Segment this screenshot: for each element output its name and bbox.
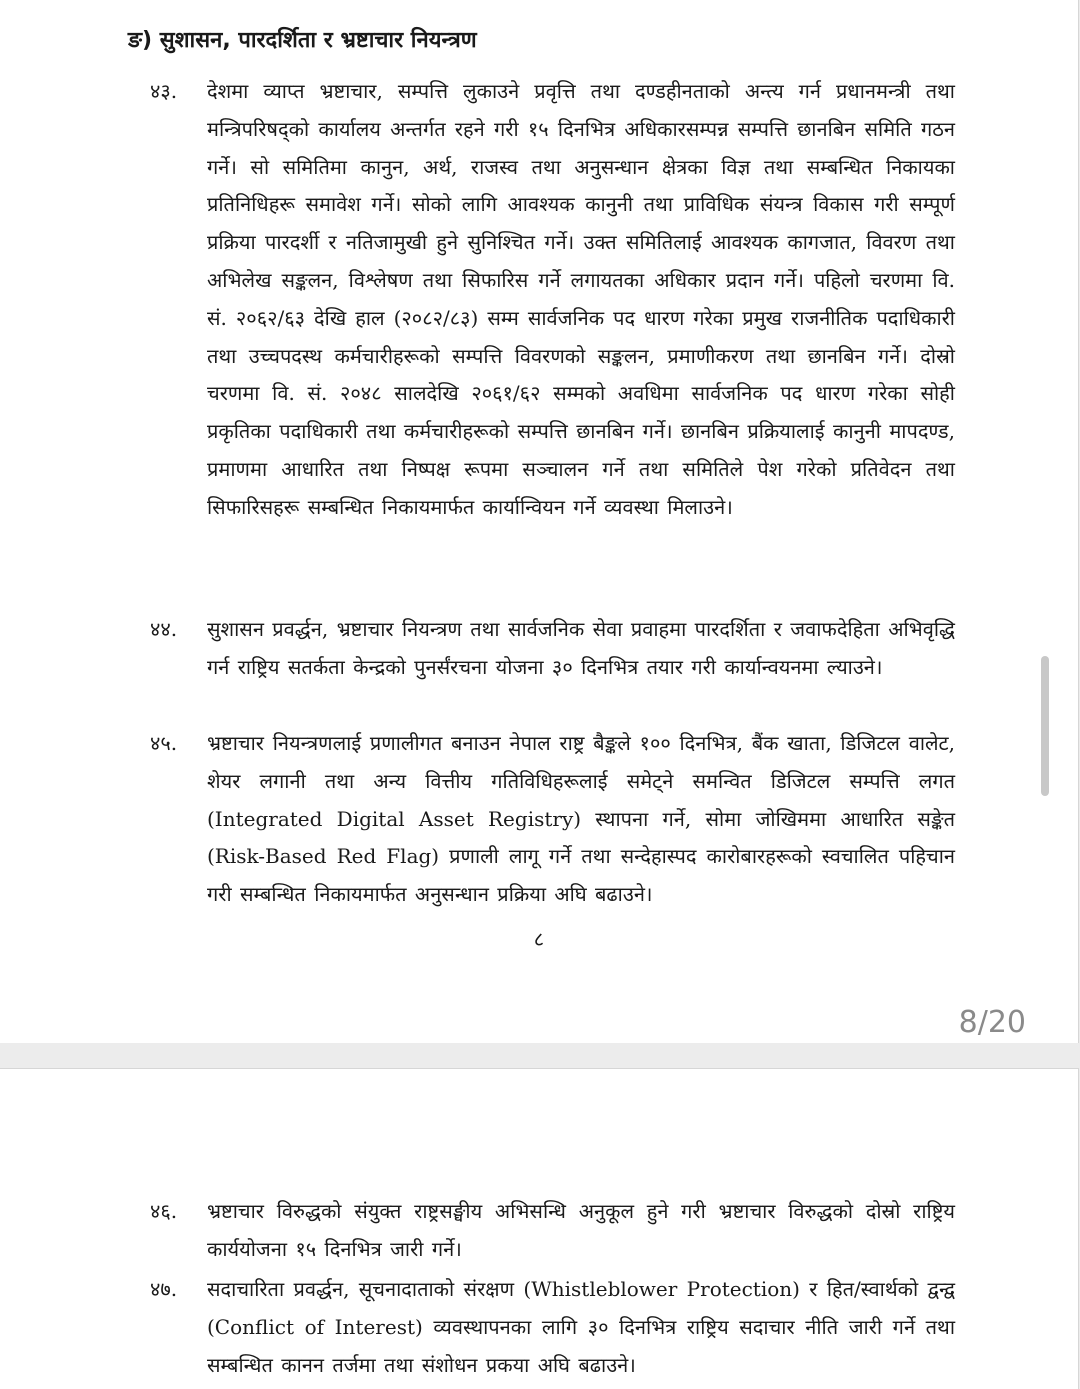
item-number: ४५. (150, 731, 178, 755)
item-number: ४४. (150, 617, 178, 641)
item-text: देशमा व्याप्त भ्रष्टाचार, सम्पत्ति लुकाउने प्रवृत्ति तथा दण्डहीनताको अन्त्य गर्न प्रधानमन्त्री तथा मन्त्रिपरिषद्को कार्यालय अन्तर्गत रहने गरी १५ दिनभित्र अधिकारसम्पन्न सम्पत्ति छानबिन समिति गठन गर्ने। सो समितिमा कानुन, अर्थ, राजस्व तथा अनुसन्धान क्षेत्रका विज्ञ तथा सम्बन्धित निकायका प्रतिनिधिहरू समावेश गर्ने। सोको लागि आवश्यक कानुनी तथा प्राविधिक संयन्त्र विकास गरी सम्पूर्ण प्रक्रिया पारदर्शी र नतिजामुखी हुने सुनिश्चित गर्ने। उक्त समितिलाई आवश्यक कागजात, विवरण तथा अभिलेख सङ्कलन, विश्लेषण तथा सिफारिस गर्ने लगायतका अधिकार प्रदान गर्ने। पहिलो चरणमा वि. सं. २०६२/६३ देखि हाल (२०८२/८३) सम्म सार्वजनिक पद धारण गरेका प्रमुख राजनीतिक पदाधिकारी तथा उच्चपदस्थ कर्मचारीहरूको सम्पत्ति विवरणको सङ्कलन, प्रमाणीकरण तथा छानबिन गर्ने। दोस्रो चरणमा वि. सं. २०४८ सालदेखि २०६१/६२ सम्मको अवधिमा सार्वजनिक पद धारण गरेका सोही प्रकृतिका पदाधिकारी तथा कर्मचारीहरूको सम्पत्ति छानबिन गर्ने। छानबिन प्रक्रियालाई कानुनी मापदण्ड, प्रमाणमा आधारित तथा निष्पक्ष रूपमा सञ्चालन गर्ने तथा समितिले पेश गरेको प्रतिवेदन तथा सिफारिसहरू सम्बन्धित निकायमार्फत कार्यान्वियन गर्ने व्यवस्था मिलाउने। (207, 79, 955, 519)
item-text: भ्रष्टाचार विरुद्धको संयुक्त राष्ट्रसङ्घीय अभिसन्धि अनुकूल हुने गरी भ्रष्टाचार विरुद्धको दोस्रो राष्ट्रिय कार्ययोजना १५ दिनभित्र जारी गर्ने। (207, 1199, 955, 1261)
list-item (150, 1271, 955, 1384)
section-heading: ङ) सुशासन, पारदर्शिता र भ्रष्टाचार नियन्त्रण (128, 28, 477, 53)
item-text: सुशासन प्रवर्द्धन, भ्रष्टाचार नियन्त्रण तथा सार्वजनिक सेवा प्रवाहमा पारदर्शिता र जवाफदेहिता अभिवृद्धि गर्न राष्ट्रिय सतर्कता केन्द्रको पुनर्संरचना योजना ३० दिनभित्र तयार गरी कार्यान्वयनमा ल्याउने। (207, 617, 955, 679)
list-item (150, 611, 955, 687)
scrollbar-thumb[interactable] (1041, 656, 1049, 796)
item-number: ४३. (150, 79, 178, 103)
list-item (150, 73, 955, 527)
page-number: ८ (533, 927, 545, 951)
list-item (150, 1193, 955, 1269)
list-item (150, 725, 955, 914)
page-indicator: 8/20 (958, 1005, 1026, 1040)
item-text: सदाचारिता प्रवर्द्धन, सूचनादाताको संरक्षण (Whistleblower Protection) र हित/स्वार्थको द्वन्द्व (Conflict of Interest) व्यवस्थापनका लागि ३० दिनभित्र राष्ट्रिय सदाचार नीति जारी गर्ने तथा सम्बन्धित कानन तर्जमा तथा संशोधन प्रकया अघि बढाउने। (207, 1277, 955, 1377)
item-number: ४७. (150, 1277, 178, 1301)
item-text: भ्रष्टाचार नियन्त्रणलाई प्रणालीगत बनाउन नेपाल राष्ट्र बैङ्कले १०० दिनभित्र, बैंक खाता, डिजिटल वालेट, शेयर लगानी तथा अन्य वित्तीय गतिविधिहरूलाई समेट्ने समन्वित डिजिटल सम्पत्ति लगत (Integrated Digital Asset Registry) स्थापना गर्ने, सोमा जोखिममा आधारित सङ्केत (Risk-Based Red Flag) प्रणाली लागू गर्ने तथा सन्देहास्पद कारोबारहरूको स्वचालित पहिचान गरी सम्बन्धित निकायमार्फत अनुसन्धान प्रक्रिया अघि बढाउने। (207, 731, 955, 907)
item-number: ४६. (150, 1199, 178, 1223)
